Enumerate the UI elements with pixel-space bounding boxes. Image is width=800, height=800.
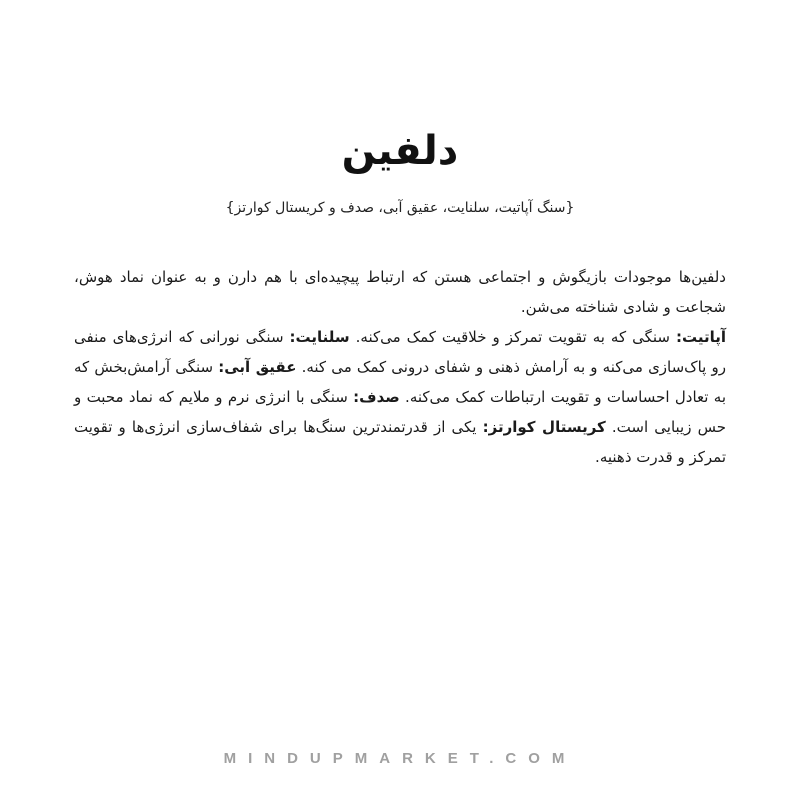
- stone-desc-selenite: سنگی نورانی که انرژی‌های منفی رو پاک‌سازی می‌کنه و به آرامش ذهنی و شفای درونی کمک می کنه.: [74, 328, 726, 376]
- stone-desc-apatite: سنگی که به تقویت تمرکز و خلاقیت کمک می‌کنه.: [349, 328, 676, 346]
- stone-desc-blue-agate: سنگی آرامش‌بخش که به تعادل احساسات و تقویت ارتباطات کمک می‌کنه.: [74, 358, 727, 406]
- stone-name-shell: صدف:: [353, 388, 400, 406]
- page-title: دلفین: [341, 128, 459, 174]
- stones-paragraph: [74, 322, 726, 472]
- stone-name-clear-quartz: کریستال کوارتز:: [482, 418, 606, 436]
- footer-website: MINDUPMARKET.COM: [223, 750, 577, 767]
- description-body: [74, 262, 726, 472]
- stone-desc-clear-quartz: یکی از قدرتمندترین سنگ‌ها برای شفاف‌سازی انرژی‌ها و تقویت تمرکز و قدرت ذهنیه.: [74, 418, 726, 466]
- stone-name-blue-agate: عقیق آبی:: [218, 358, 297, 376]
- stones-subtitle: {سنگ آپاتیت، سلنایت، عقیق آبی، صدف و کریستال کوارتز}: [225, 200, 575, 216]
- stone-name-selenite: سلنایت:: [289, 328, 350, 346]
- stone-name-apatite: آپاتیت:: [675, 328, 726, 346]
- stone-desc-shell: سنگی با انرژی نرم و ملایم که نماد محبت و حس زیبایی است.: [74, 388, 726, 436]
- intro-paragraph: دلفین‌ها موجودات بازیگوش و اجتماعی هستن که ارتباط پیچیده‌ای با هم دارن و به عنوان نماد هوش، شجاعت و شادی شناخته می‌شن.: [74, 268, 726, 316]
